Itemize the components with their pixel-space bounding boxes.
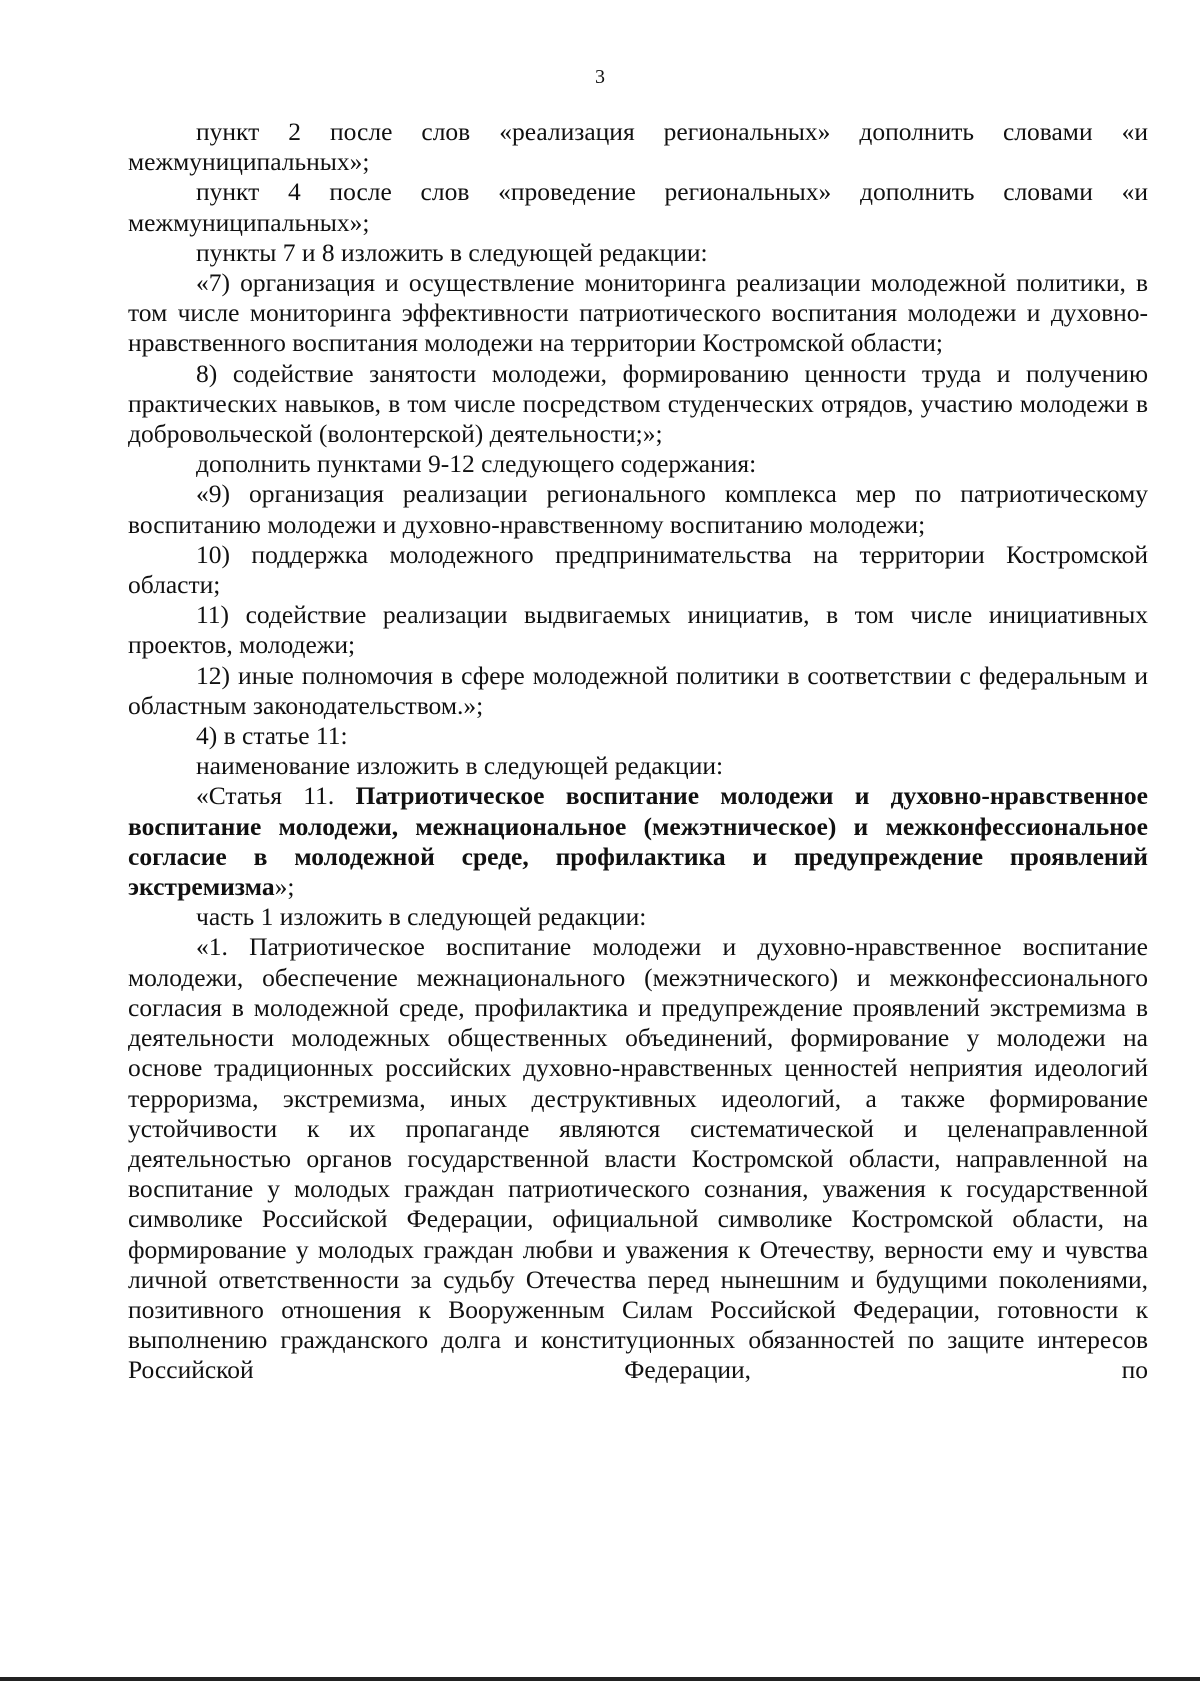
paragraph-item-11: 11) содействие реализации выдвигаемых инициатив, в том числе инициативных проектов, молодежи; [128, 600, 1148, 660]
paragraph-article-title [128, 781, 1148, 902]
paragraph-item-7: «7) организация и осуществление мониторинга реализации молодежной политики, в том числе мониторинга эффективности патриотического воспитания молодежи и духовно-нравственного воспитания молодежи на территории Костромской области; [128, 268, 1148, 358]
paragraph-item-4: пункт 4 после слов «проведение региональных» дополнить словами «и межмуниципальных»; [128, 177, 1148, 237]
document-body [128, 117, 1148, 1386]
paragraph-items-7-8-intro: пункты 7 и 8 изложить в следующей редакции: [196, 237, 708, 267]
paragraph-items-9-12-intro: дополнить пунктами 9-12 следующего содержания: [196, 449, 757, 479]
article-title-bold: Патриотическое воспитание молодежи и духовно-нравственное воспитание молодежи, межнациональное (межэтническое) и межконфессиональное согласие в молодежной среде, профилактика и предупреждение проявлений экстремизма [128, 781, 1148, 902]
paragraph-item-8: 8) содействие занятости молодежи, формированию ценности труда и получению практических навыков, в том числе посредством студенческих отрядов, участию молодежи в добровольческой (волонтерской) деятельности;»; [128, 358, 1148, 449]
article-title-prefix: «Статья 11. [196, 781, 356, 811]
paragraph-item-12: 12) иные полномочия в сфере молодежной политики в соответствии с федеральным и областным законодательством.»; [128, 660, 1148, 720]
bottom-edge-line [0, 1677, 1200, 1681]
paragraph-article-11: 4) в статье 11: [196, 721, 348, 751]
paragraph-item-2: пункт 2 после слов «реализация региональных» дополнить словами «и межмуниципальных»; [128, 117, 1148, 177]
paragraph-part-1-text: «1. Патриотическое воспитание молодежи и духовно-нравственное воспитание молодежи, обеспечение межнационального (межэтнического) и межконфессионального согласия в молодежной среде, профилактика и предупреждение проявлений экстремизма в деятельности молодежных общественных объединений, формирование у молодежи на основе традиционных российских духовно-нравственных ценностей неприятия идеологий терроризма, экстремизма, иных деструктивных идеологий, а также формирование устойчивости к их пропаганде являются систематической и целенаправленной деятельностью органов государственной власти Костромской области, направленной на воспитание у молодых граждан патриотического сознания, уважения к государственной символике Российской Федерации, официальной символике Костромской области, на формирование у молодых граждан любви и уважения к Отечеству, верности ему и чувства личной ответственности за судьбу Отечества перед нынешним и будущими поколениями, позитивного отношения к Вооруженным Силам Российской Федерации, готовности к выполнению гражданского долга и конституционных обязанностей по защите интересов Российской Федерации, по [128, 932, 1148, 1385]
paragraph-title-intro: наименование изложить в следующей редакции: [196, 751, 724, 781]
paragraph-part-1-intro: часть 1 изложить в следующей редакции: [196, 902, 647, 932]
paragraph-item-10: 10) поддержка молодежного предпринимательства на территории Костромской области; [128, 539, 1148, 600]
article-title-suffix: »; [274, 872, 295, 902]
paragraph-item-9: «9) организация реализации регионального комплекса мер по патриотическому воспитанию молодежи и духовно-нравственному воспитанию молодежи; [128, 479, 1148, 539]
page-number: 3 [595, 66, 605, 88]
